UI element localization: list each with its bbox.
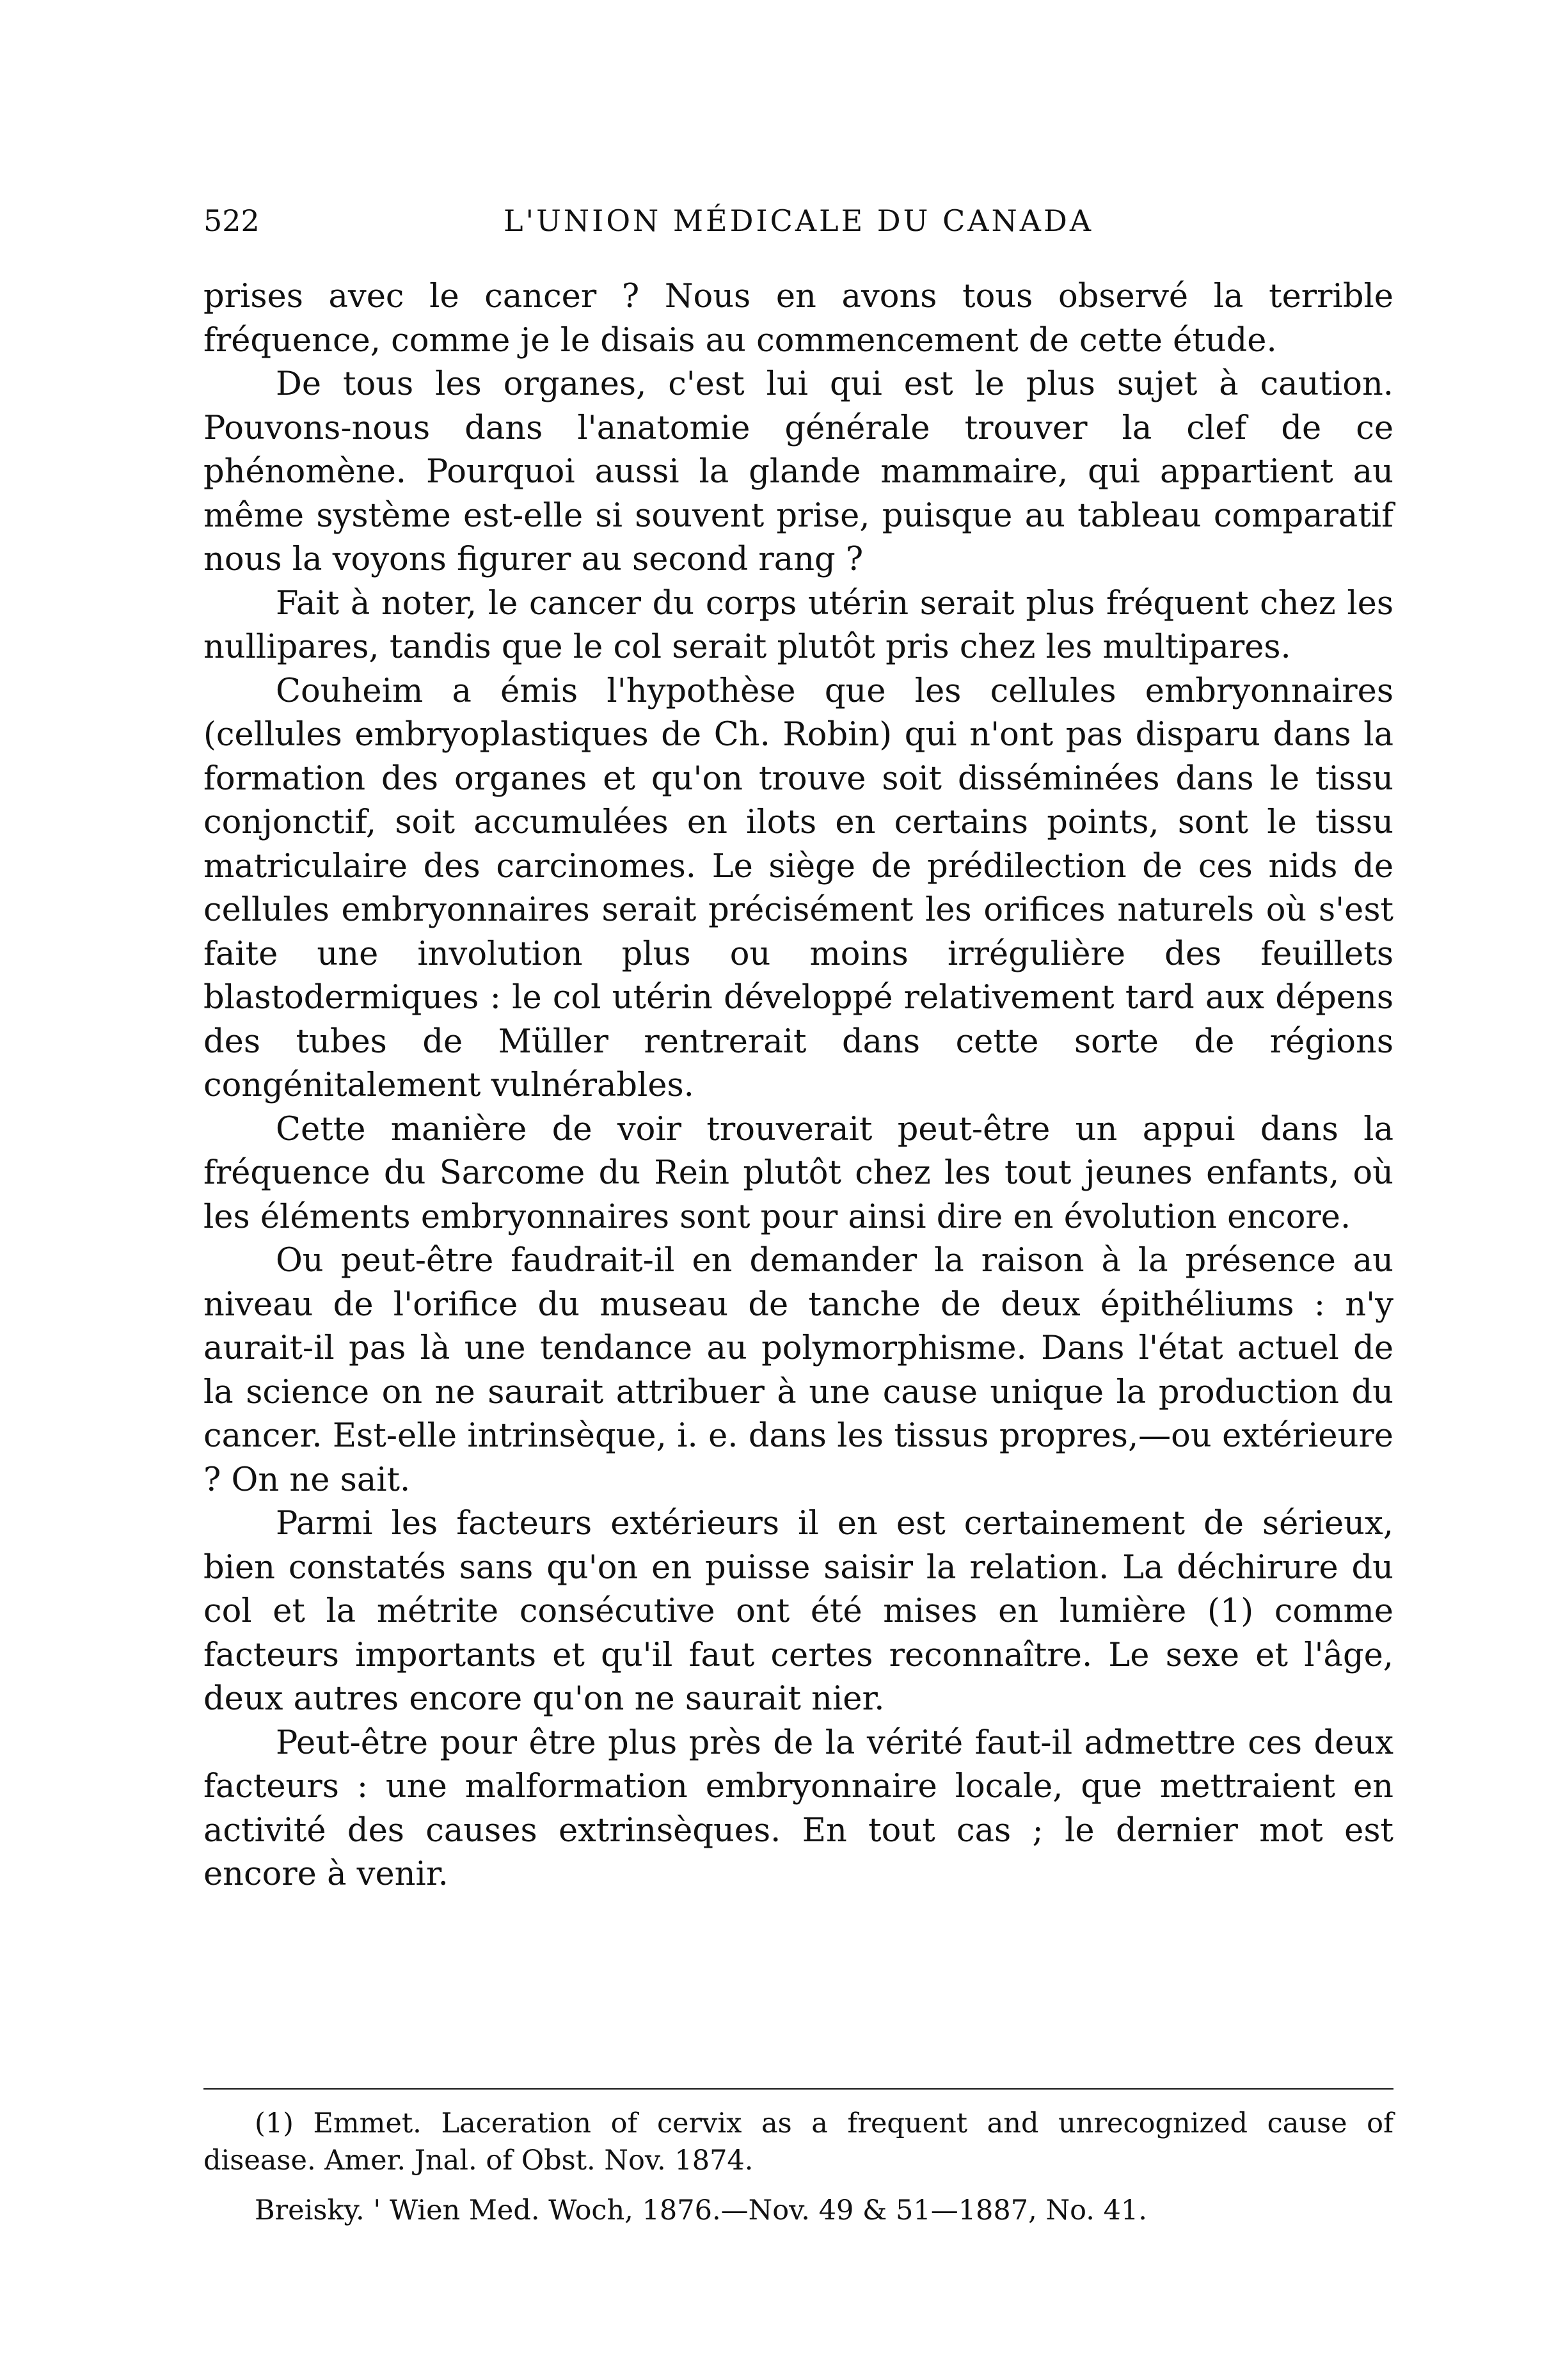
running-title: L'UNION MÉDICALE DU CANADA xyxy=(503,203,1094,238)
paragraph: Ou peut-être faudrait-il en demander la raison à la présence au niveau de l'orifice du museau de tanche de deux épithéliums : n'y aurait-il pas là une tendance au polymorphisme. Dans l'état actuel de la science on ne saurait attribuer à une cause unique la production du cancer. Est-elle intrinsèque, i. e. dans les tissus propres,—ou extérieure ? On ne sait. xyxy=(203,1242,1393,1499)
paragraph: Parmi les facteurs extérieurs il en est certainement de sérieux, bien constatés sans qu'on en puisse saisir la relation. La déchirure du col et la métrite consécutive ont été mises en lumière (1) comme facteurs importants et qu'il faut certes reconnaître. Le sexe et l'âge, deux autres encore qu'on ne saurait nier. xyxy=(203,1505,1393,1718)
paragraph: Fait à noter, le cancer du corps utérin serait plus fréquent chez les nullipares, tandis que le col serait plutôt pris chez les multipares. xyxy=(203,584,1393,666)
footnotes xyxy=(203,2105,1393,2229)
paragraph: Cette manière de voir trouverait peut-être un appui dans la fréquence du Sarcome du Rein plutôt chez les tout jeunes enfants, où les éléments embryonnaires sont pour ainsi dire en évolution encore. xyxy=(203,1110,1393,1236)
paragraph: De tous les organes, c'est lui qui est le plus sujet à caution. Pouvons-nous dans l'anatomie générale trouver la clef de ce phénomène. Pourquoi aussi la glande mammaire, qui appartient au même système est-elle si souvent prise, puisque au tableau comparatif nous la voyons figurer au second rang ? xyxy=(203,365,1393,578)
footnote: Breisky. ' Wien Med. Woch, 1876.—Nov. 49 & 51—1887, No. 41. xyxy=(255,2194,1147,2226)
paragraph: prises avec le cancer ? Nous en avons tous observé la terrible fréquence, comme je le disais au commencement de cette étude. xyxy=(203,278,1393,360)
page-number: 522 xyxy=(203,203,260,238)
paragraph: Peut-être pour être plus près de la vérité faut-il admettre ces deux facteurs : une malformation embryonnaire locale, que mettraient en activité des causes extrinsèques. En tout cas ; le dernier mot est encore à venir. xyxy=(203,1724,1393,1893)
article-body xyxy=(203,275,1393,1897)
footnote-divider xyxy=(203,2088,1393,2090)
page-header xyxy=(203,202,1393,240)
footnote: (1) Emmet. Laceration of cervix as a frequent and unrecognized cause of disease. Amer. Jnal. of Obst. Nov. 1874. xyxy=(203,2107,1393,2177)
paragraph: Couheim a émis l'hypothèse que les cellules embryonnaires (cellules embryoplastiques de Ch. Robin) qui n'ont pas disparu dans la formation des organes et qu'on trouve soit disséminées dans le tissu conjonctif, soit accumulées en ilots en certains points, sont le tissu matriculaire des carcinomes. Le siège de prédilection de ces nids de cellules embryonnaires serait précisément les orifices naturels où s'est faite une involution plus ou moins irrégulière des feuillets blastodermiques : le col utérin développé relativement tard aux dépens des tubes de Müller rentrerait dans cette sorte de régions congénitalement vulnérables. xyxy=(203,672,1393,1104)
